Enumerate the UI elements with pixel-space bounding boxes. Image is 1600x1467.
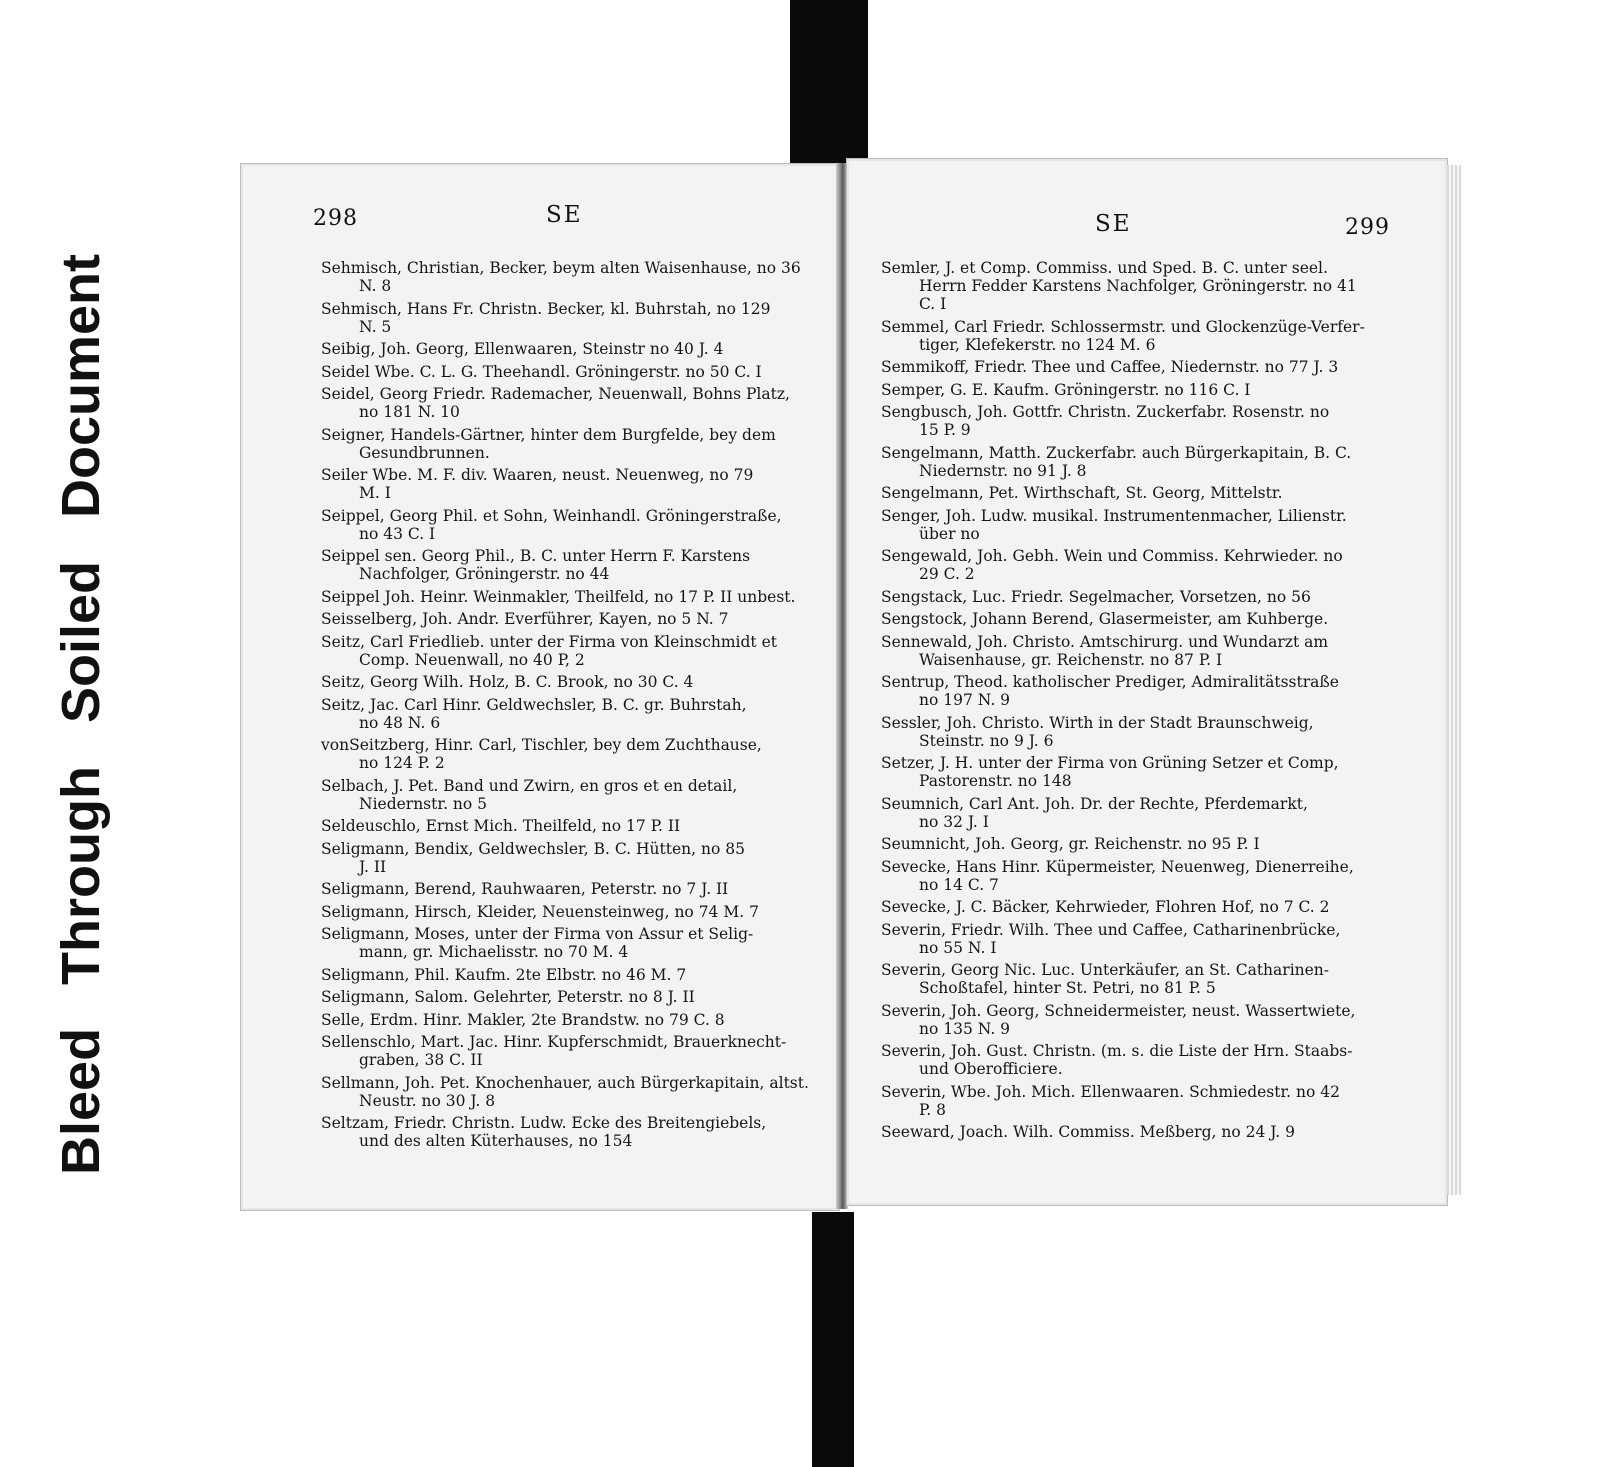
entry-continuation: no 32 J. I — [919, 812, 989, 831]
binding-strap-bottom — [812, 1212, 854, 1467]
entry-continuation: graben, 38 C. II — [359, 1051, 483, 1069]
entry-continuation: tiger, Klefekerstr. no 124 M. 6 — [919, 335, 1156, 354]
directory-entry — [881, 673, 1397, 709]
directory-entry — [881, 1083, 1397, 1119]
entry-text: Seidel, Georg Friedr. Rademacher, Neuenwall, Bohns Platz, — [321, 385, 790, 403]
entry-continuation: Niedernstr. no 5 — [359, 794, 488, 813]
entry-text: Sehmisch, Christian, Becker, beym alten Waisenhause, no 36 — [321, 259, 801, 277]
entry-text: Seligmann, Moses, unter der Firma von Assur et Selig- — [321, 925, 754, 943]
entry-continuation: no 135 N. 9 — [919, 1019, 1011, 1038]
directory-entry — [881, 858, 1397, 894]
entry-text: Sengbusch, Joh. Gottfr. Christn. Zuckerfabr. Rosenstr. no — [881, 403, 1330, 421]
entry-continuation: no 43 C. I — [359, 524, 436, 543]
entry-text: Seligmann, Hirsch, Kleider, Neuensteinweg, no 74 M. 7 — [321, 902, 759, 921]
entry-text: Sengstock, Johann Berend, Glasermeister, am Kuhberge. — [881, 610, 1329, 628]
entry-continuation: no 14 C. 7 — [919, 875, 999, 894]
entry-continuation: no 181 N. 10 — [359, 403, 460, 421]
entry-text: Senger, Joh. Ludw. musikal. Instrumentenmacher, Lilienstr. — [881, 506, 1347, 525]
directory-entry — [881, 714, 1397, 750]
entry-text: Seltzam, Friedr. Christn. Ludw. Ecke des Breitengiebels, — [321, 1114, 767, 1132]
entry-continuation: Niedernstr. no 91 J. 8 — [919, 461, 1087, 480]
entry-text: Semmel, Carl Friedr. Schlossermstr. und Glockenzüge-Verfer- — [881, 317, 1365, 336]
entry-continuation: Schoßtafel, hinter St. Petri, no 81 P. 5 — [919, 979, 1216, 997]
entry-text: Seiler Wbe. M. F. div. Waaren, neust. Neuenweg, no 79 — [321, 466, 754, 484]
directory-entry — [881, 835, 1397, 853]
directory-entry — [321, 736, 813, 772]
directory-entry — [881, 1002, 1397, 1038]
binding-strap-top — [790, 0, 868, 180]
entry-continuation: über no — [919, 524, 980, 543]
entry-continuation: no 48 N. 6 — [359, 713, 441, 732]
entry-continuation: Nachfolger, Gröningerstr. no 44 — [359, 565, 610, 583]
entry-continuation: Neustr. no 30 J. 8 — [359, 1091, 496, 1110]
directory-entry — [321, 696, 813, 732]
directory-entry — [881, 403, 1397, 439]
directory-entry — [881, 633, 1397, 669]
directory-entry — [321, 633, 813, 669]
entry-text: Seeward, Joach. Wilh. Commiss. Meßberg, no 24 J. 9 — [881, 1123, 1295, 1141]
side-label: Bleed Through Soiled Document — [51, 253, 111, 1175]
directory-entry — [881, 898, 1397, 916]
right-page-header: SE — [1095, 211, 1132, 237]
entry-text: Sentrup, Theod. katholischer Prediger, Admiralitätsstraße — [881, 673, 1339, 691]
entry-continuation: mann, gr. Michaelisstr. no 70 M. 4 — [359, 943, 629, 961]
directory-entry — [321, 925, 813, 961]
entry-text: Semmikoff, Friedr. Thee und Caffee, Niedernstr. no 77 J. 3 — [881, 358, 1339, 376]
entry-text: Seligmann, Bendix, Geldwechsler, B. C. Hütten, no 85 — [321, 839, 745, 858]
entry-text: Seibig, Joh. Georg, Ellenwaaren, Steinstr no 40 J. 4 — [321, 340, 724, 358]
entry-text: Sevecke, Hans Hinr. Küpermeister, Neuenweg, Dienerreihe, — [881, 857, 1354, 876]
entry-text: Sennewald, Joh. Christo. Amtschirurg. und Wundarzt am — [881, 632, 1329, 651]
directory-entry — [881, 961, 1397, 997]
entry-text: Severin, Wbe. Joh. Mich. Ellenwaaren. Schmiedestr. no 42 — [881, 1082, 1340, 1101]
entry-text: Sessler, Joh. Christo. Wirth in der Stadt Braunschweig, — [881, 713, 1314, 732]
entry-text: Seippel sen. Georg Phil., B. C. unter Herrn F. Karstens — [321, 547, 751, 565]
directory-entry — [321, 300, 813, 336]
entry-text: Seligmann, Salom. Gelehrter, Peterstr. no 8 J. II — [321, 988, 695, 1006]
directory-entry — [321, 340, 813, 358]
entry-text: Severin, Georg Nic. Luc. Unterkäufer, an St. Catharinen- — [881, 961, 1330, 979]
directory-entry — [881, 921, 1397, 957]
entry-text: Sengelmann, Matth. Zuckerfabr. auch Bürgerkapitain, B. C. — [881, 443, 1352, 462]
left-page — [240, 163, 840, 1211]
entry-text: Seldeuschlo, Ernst Mich. Theilfeld, no 17 P. II — [321, 817, 681, 835]
directory-entry — [321, 588, 813, 606]
directory-entry — [321, 363, 813, 381]
directory-entry — [321, 259, 813, 295]
left-page-header: SE — [546, 202, 583, 228]
entry-continuation: Comp. Neuenwall, no 40 P, 2 — [359, 650, 585, 669]
right-page-number: 299 — [1345, 215, 1390, 240]
entry-text: Severin, Friedr. Wilh. Thee und Caffee, Catharinenbrücke, — [881, 920, 1341, 939]
directory-entry — [321, 880, 813, 898]
entry-text: Semper, G. E. Kaufm. Gröningerstr. no 116 C. I — [881, 380, 1251, 399]
directory-entry — [881, 259, 1397, 313]
entry-text: Seigner, Handels-Gärtner, hinter dem Burgfelde, bey dem — [321, 425, 776, 444]
entry-text: Sellmann, Joh. Pet. Knochenhauer, auch Bürgerkapitain, altst. — [321, 1073, 809, 1092]
directory-entry — [321, 1011, 813, 1029]
entry-text: Seidel Wbe. C. L. G. Theehandl. Gröningerstr. no 50 C. I — [321, 362, 762, 381]
directory-entry — [321, 385, 813, 421]
entry-continuation: Herrn Fedder Karstens Nachfolger, Gröningerstr. no 41 — [919, 277, 1357, 295]
entry-continuation: N. 5 — [359, 317, 392, 336]
entry-continuation: N. 8 — [359, 277, 392, 295]
entry-text: Seippel, Georg Phil. et Sohn, Weinhandl. Gröningerstraße, — [321, 506, 782, 525]
entry-text: Seitz, Carl Friedlieb. unter der Firma von Kleinschmidt et — [321, 632, 777, 651]
directory-entry — [881, 588, 1397, 606]
entry-continuation: no 197 N. 9 — [919, 691, 1011, 709]
directory-entry — [881, 795, 1397, 831]
directory-entry — [321, 817, 813, 835]
entry-text: Seumnicht, Joh. Georg, gr. Reichenstr. no 95 P. I — [881, 835, 1260, 853]
directory-entry — [321, 840, 813, 876]
directory-entry — [881, 610, 1397, 628]
entry-continuation: und Oberofficiere. — [919, 1060, 1063, 1078]
entry-continuation: Waisenhause, gr. Reichenstr. no 87 P. I — [919, 650, 1223, 669]
entry-text: Sengstack, Luc. Friedr. Segelmacher, Vorsetzen, no 56 — [881, 587, 1311, 606]
entry-continuation: P. 8 — [919, 1100, 947, 1119]
directory-entry — [321, 547, 813, 583]
entry-text: Seligmann, Berend, Rauhwaaren, Peterstr. no 7 J. II — [321, 880, 729, 898]
entry-continuation: Pastorenstr. no 148 — [919, 772, 1072, 790]
entry-continuation: M. I — [359, 484, 391, 502]
entry-text: Sehmisch, Hans Fr. Christn. Becker, kl. Buhrstah, no 129 — [321, 299, 771, 318]
entry-text: Selle, Erdm. Hinr. Makler, 2te Brandstw. no 79 C. 8 — [321, 1010, 725, 1029]
directory-entry — [881, 484, 1397, 502]
entry-continuation: Steinstr. no 9 J. 6 — [919, 731, 1054, 750]
entry-continuation: no 124 P. 2 — [359, 754, 445, 772]
left-entry-list — [321, 259, 813, 1155]
entry-text: Seippel Joh. Heinr. Weinmakler, Theilfeld, no 17 P. II unbest. — [321, 587, 796, 606]
entry-continuation: 15 P. 9 — [919, 421, 971, 439]
entry-text: Semler, J. et Comp. Commiss. und Sped. B. C. unter seel. — [881, 259, 1328, 277]
entry-continuation: J. II — [359, 857, 387, 876]
entry-text: Sengelmann, Pet. Wirthschaft, St. Georg, Mittelstr. — [881, 484, 1283, 502]
left-page-number: 298 — [313, 206, 358, 231]
directory-entry — [321, 1114, 813, 1150]
directory-entry — [881, 754, 1397, 790]
directory-entry — [321, 1074, 813, 1110]
directory-entry — [321, 610, 813, 628]
directory-entry — [881, 1042, 1397, 1078]
directory-entry — [881, 318, 1397, 354]
entry-text: Seligmann, Phil. Kaufm. 2te Elbstr. no 46 M. 7 — [321, 965, 687, 984]
directory-entry — [321, 966, 813, 984]
entry-text: Setzer, J. H. unter der Firma von Grüning Setzer et Comp, — [881, 754, 1339, 772]
entry-text: Seitz, Jac. Carl Hinr. Geldwechsler, B. C. gr. Buhrstah, — [321, 695, 747, 714]
entry-text: Sevecke, J. C. Bäcker, Kehrwieder, Flohren Hof, no 7 C. 2 — [881, 898, 1330, 916]
entry-text: Sellenschlo, Mart. Jac. Hinr. Kupferschmidt, Brauerknecht- — [321, 1033, 787, 1051]
entry-text: Severin, Joh. Georg, Schneidermeister, neust. Wassertwiete, — [881, 1001, 1356, 1020]
directory-entry — [881, 381, 1397, 399]
directory-entry — [321, 903, 813, 921]
entry-text: Selbach, J. Pet. Band und Zwirn, en gros et en detail, — [321, 776, 738, 795]
directory-entry — [321, 466, 813, 502]
entry-continuation: Gesundbrunnen. — [359, 443, 490, 462]
directory-entry — [321, 1033, 813, 1069]
entry-text: vonSeitzberg, Hinr. Carl, Tischler, bey dem Zuchthause, — [321, 736, 762, 754]
entry-continuation: no 55 N. I — [919, 938, 997, 957]
directory-entry — [321, 507, 813, 543]
directory-entry — [321, 777, 813, 813]
directory-entry — [881, 507, 1397, 543]
directory-entry — [881, 444, 1397, 480]
entry-text: Sengewald, Joh. Gebh. Wein und Commiss. Kehrwieder. no — [881, 547, 1343, 565]
directory-entry — [321, 988, 813, 1006]
entry-continuation: 29 C. 2 — [919, 565, 975, 583]
entry-text: Seisselberg, Joh. Andr. Everführer, Kayen, no 5 N. 7 — [321, 610, 729, 628]
right-entry-list — [881, 259, 1397, 1146]
directory-entry — [881, 1123, 1397, 1141]
entry-text: Seumnich, Carl Ant. Joh. Dr. der Rechte, Pferdemarkt, — [881, 794, 1308, 813]
entry-text: Seitz, Georg Wilh. Holz, B. C. Brook, no 30 C. 4 — [321, 673, 694, 691]
directory-entry — [881, 358, 1397, 376]
directory-entry — [321, 673, 813, 691]
directory-entry — [881, 547, 1397, 583]
entry-continuation: C. I — [919, 295, 947, 313]
entry-text: Severin, Joh. Gust. Christn. (m. s. die Liste der Hrn. Staabs- — [881, 1042, 1353, 1060]
right-page — [846, 158, 1448, 1206]
directory-entry — [321, 426, 813, 462]
entry-continuation: und des alten Küterhauses, no 154 — [359, 1132, 633, 1150]
